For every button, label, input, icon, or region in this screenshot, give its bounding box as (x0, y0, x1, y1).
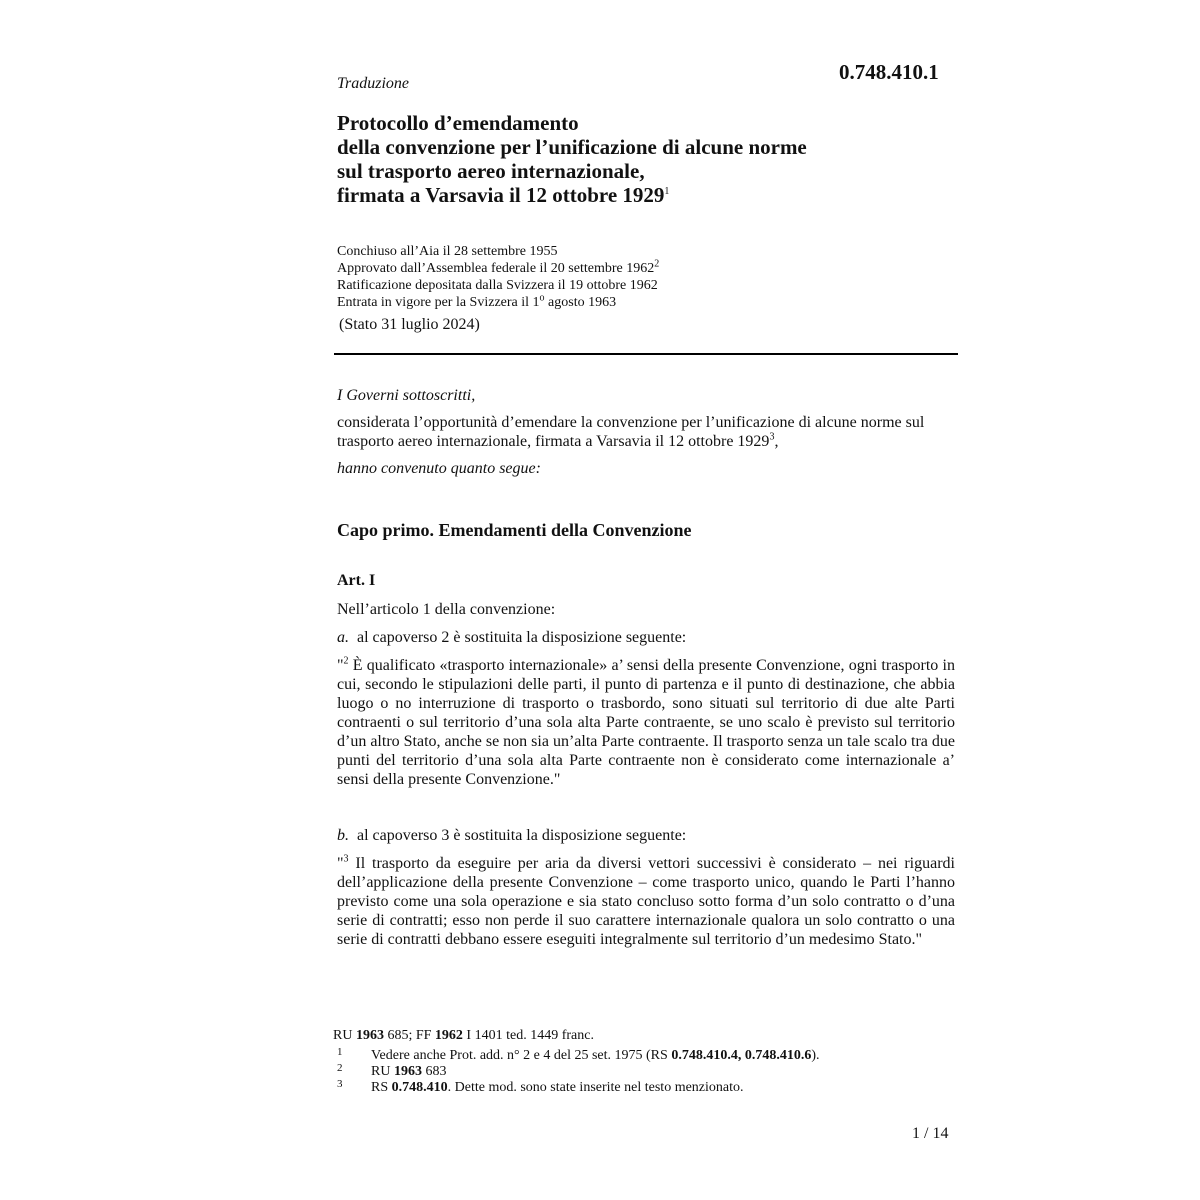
translation-label: Traduzione (337, 75, 410, 92)
title-line-3: sul trasporto aereo internazionale, (337, 159, 645, 183)
preamble-governments: I Governi sottoscritti, (337, 387, 476, 404)
preamble-agreed: hanno convenuto quanto segue: (337, 460, 541, 477)
source-reference: RU 1963 685; FF 1962 I 1401 ted. 1449 franc. (333, 1028, 594, 1043)
footnote-2: RU 1963 683 (371, 1064, 447, 1079)
item-letter: a. (337, 629, 349, 646)
title-line-4: firmata a Varsavia il 12 ottobre 1929$^1$ (337, 183, 670, 207)
status-date: (Stato 31 luglio 2024) (339, 316, 480, 333)
footnote-ref-1[interactable]: 1 (664, 186, 670, 197)
footnote-1: Vedere anche Prot. add. n° 2 e 4 del 25 set. 1975 (RS 0.748.410.4, 0.748.410.6). (371, 1048, 820, 1063)
footnote-number-1: 1 (337, 1046, 343, 1058)
article-intro: Nell’articolo 1 della convenzione: (337, 601, 556, 618)
preamble-considering: considerata l’opportunità d’emendare la convenzione per l’unificazione di alcune norme sul trasporto aereo internazionale, firmata a Varsavia il 12 ottobre 1929$^3$, (337, 414, 925, 450)
article-quote-a: "$^2$ È qualificato «trasporto internazionale» a’ sensi della presente Convenzione, ogni trasporto in cui, secondo le stipulazioni delle parti, il punto di partenza e il punto di destinazione, che abbia luogo o no interruzione di trasporto o trasbordo, sono situati sul territorio di due alte Parti contraenti o sul territorio d’una sola alta Parte contraente, se uno scalo è previsto sul territorio d’un altro Stato, anche se non sia un’alta Parte contraente. Il trasporto senza un tale scalo tra due punti del territorio d’una sola alta Parte contraente non è considerato come internazionale a’ sensi della presente Convenzione." (337, 655, 955, 788)
title-line-1: Protocollo d’emendamento (337, 111, 579, 135)
article-title: Art. I (337, 572, 376, 589)
footnote-ref-3[interactable]: 3 (769, 431, 775, 443)
article-item-b: b. al capoverso 3 è sostituita la disposizione seguente: (337, 827, 687, 844)
meta-ratified: Ratificazione depositata dalla Svizzera il 19 ottobre 1962 (337, 278, 658, 293)
meta-in-force: Entrata in vigore per la Svizzera il 1$^o$ agosto 1963 (337, 292, 617, 310)
article-quote-b: "$^3$ Il trasporto da eseguire per aria da diversi vettori successivi è considerato – nei riguardi dell’applicazione della presente Convenzione – come trasporto unico, quando le Parti l’hanno previsto come una sola operazione e sia stato concluso sotto forma d’un solo contratto o d’una serie di contratti; esso non perde il suo carattere internazionale qualora un solo contratto o una serie di contratti debbano essere eseguiti integralmente sul territorio d’un medesimo Stato." (337, 853, 955, 948)
sr-number: 0.748.410.1 (839, 60, 939, 84)
chapter-title: Capo primo. Emendamenti della Convenzione (337, 520, 692, 540)
footnote-number-3: 3 (337, 1078, 343, 1090)
article-item-a: a. al capoverso 2 è sostituita la disposizione seguente: (337, 629, 687, 646)
meta-approved: Approvato dall’Assemblea federale il 20 settembre 1962$^2$ (337, 258, 660, 276)
title-line-2: della convenzione per l’unificazione di alcune norme (337, 135, 807, 159)
item-letter: b. (337, 827, 349, 844)
document-title (337, 111, 957, 207)
document-metadata (337, 243, 957, 311)
footnote-number-2: 2 (337, 1062, 343, 1074)
footnote-ref-2[interactable]: 2 (654, 258, 660, 270)
header-divider (334, 353, 958, 355)
footnote-3: RS 0.748.410. Dette mod. sono state inserite nel testo menzionato. (371, 1080, 744, 1095)
page-number: 1 / 14 (912, 1125, 949, 1142)
meta-concluded: Conchiuso all’Aia il 28 settembre 1955 (337, 244, 558, 259)
